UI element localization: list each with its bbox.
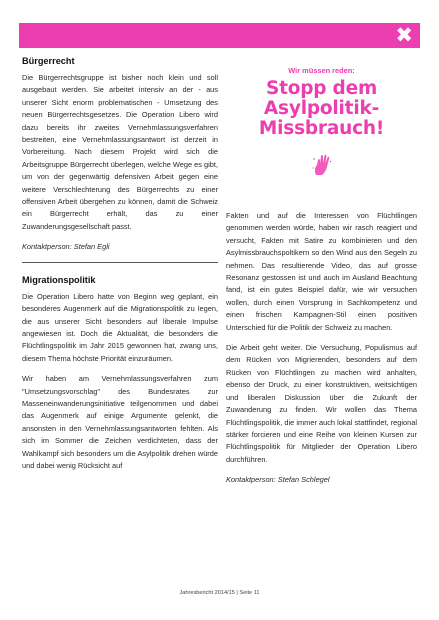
paragraph: Die Operation Libero hatte von Beginn weg geplant, ein besonderes Augenmerk auf die Migrationspolitik zu legen, die aus unserer Sicht besonders auf liberale Impulse angewiesen ist. Doch die Aktualität, die besonders die Flüchtlingspolitik im Jahr 2015 gewonnen hat, zwang uns, diesem Thema höchste Priorität einzuräumen. (22, 291, 218, 363)
paragraph: Fakten und auf die Interessen von Flüchtlingen genommen werden würde, haben wir rasch reagiert und versucht, Fakten mit Satire zu kombinieren und den Asylmissbrauchspoltikern so den Wind aus den Segeln zu nehmen. Das resultierende Video, das auf grosse Resonanz gestossen ist und auch im Ausland Beachtung fand, ist ein gutes Beispiel dafür, wie wir versuchen wollen, durch einen Vorsprung in Sachkompetenz und einen frischen Kampagnen-Stil einen positiven Unterschied für die Politik der Schweiz zu machen. (226, 211, 417, 332)
contact-person: Kontaktperson: Stefan Schlegel (226, 475, 330, 485)
callout-headline: Stopp dem Asylpolitik- Missbrauch! (258, 78, 385, 139)
page-footer: Jahresbericht 2014/15 | Seite 11 (179, 590, 260, 596)
paragraph: Die Bürgerrechtsgruppe ist bisher noch klein und soll ausgebaut werden. Sie arbeitet intensiv an der - aus unserer Sicht enorm problematischen - Umsetzung des neuen Bürgerrechtsgesetzes. Die Operation Libero wird dazu bereits ihr zweites Vernehmlassungsverfahren bestreiten, eine Vernehmlassungsantwort ist derzeit in Vorbereitung. Nach diesem Projekt wird sich die Arbeitsgruppe Bürgerrecht überlegen, welche Wege es gibt, um von der gegenwärtig defensiven Arbeit gegen eine weitere Verschlechterung des Bürgerrechts zu einer offensiven Arbeit übergehen zu können, damit die Schweiz ein Bürgerrecht erhält, das zu einer Zuwanderungsgesellschaft passt. (22, 73, 218, 231)
callout-kicker: Wir müssen reden: (288, 66, 355, 75)
contact-person: Kontaktperson: Stefan Egli (22, 242, 110, 252)
paragraph: Wir haben am Vernehmlassungsverfahren zum "Umsetzungsvorschlag" des Bundesrates zur Masseneinwanderungsinitiative teilgenommen und dabei das Augenmerk auf einige Argumente gelenkt, die ansonsten in den Vernehmlassungsantworten fehlten. Als sich im Sommer die Zeichen verdichteten, dass der Wahlkampf sich besonders um die Asylpolitik drehen würde und dabei wenig Rücksicht auf (22, 374, 218, 470)
divider (22, 262, 218, 263)
right-column (226, 52, 417, 487)
section-heading-buergerrecht: Bürgerrecht (22, 56, 75, 66)
callout-box (226, 52, 417, 210)
hand-icon (309, 151, 335, 177)
left-column (22, 52, 218, 480)
section-heading-migrationspolitik: Migrationspolitik (22, 274, 96, 285)
close-icon[interactable]: ✖ (395, 23, 413, 47)
paragraph: Die Arbeit geht weiter. Die Versuchung, Populismus auf dem Rücken von Migrierenden, besonders auf dem Rücken von Flüchtlingen zu machen wird anhalten, ebenso der Druck, zu einer konstruktiven, weitsichtigen und liberalen Diskussion über die Zukunft der Zuwanderung zu finden. Wir wollen das Thema Flüchtlingspolitik, die immer auch lokal stattfindet, regional stärker forcieren und eine Reihe von kleinen Kursen zur Flüchtlingspolitik für Mitglieder der Operation Libero durchführen. (226, 343, 417, 464)
header-bar (19, 23, 420, 48)
